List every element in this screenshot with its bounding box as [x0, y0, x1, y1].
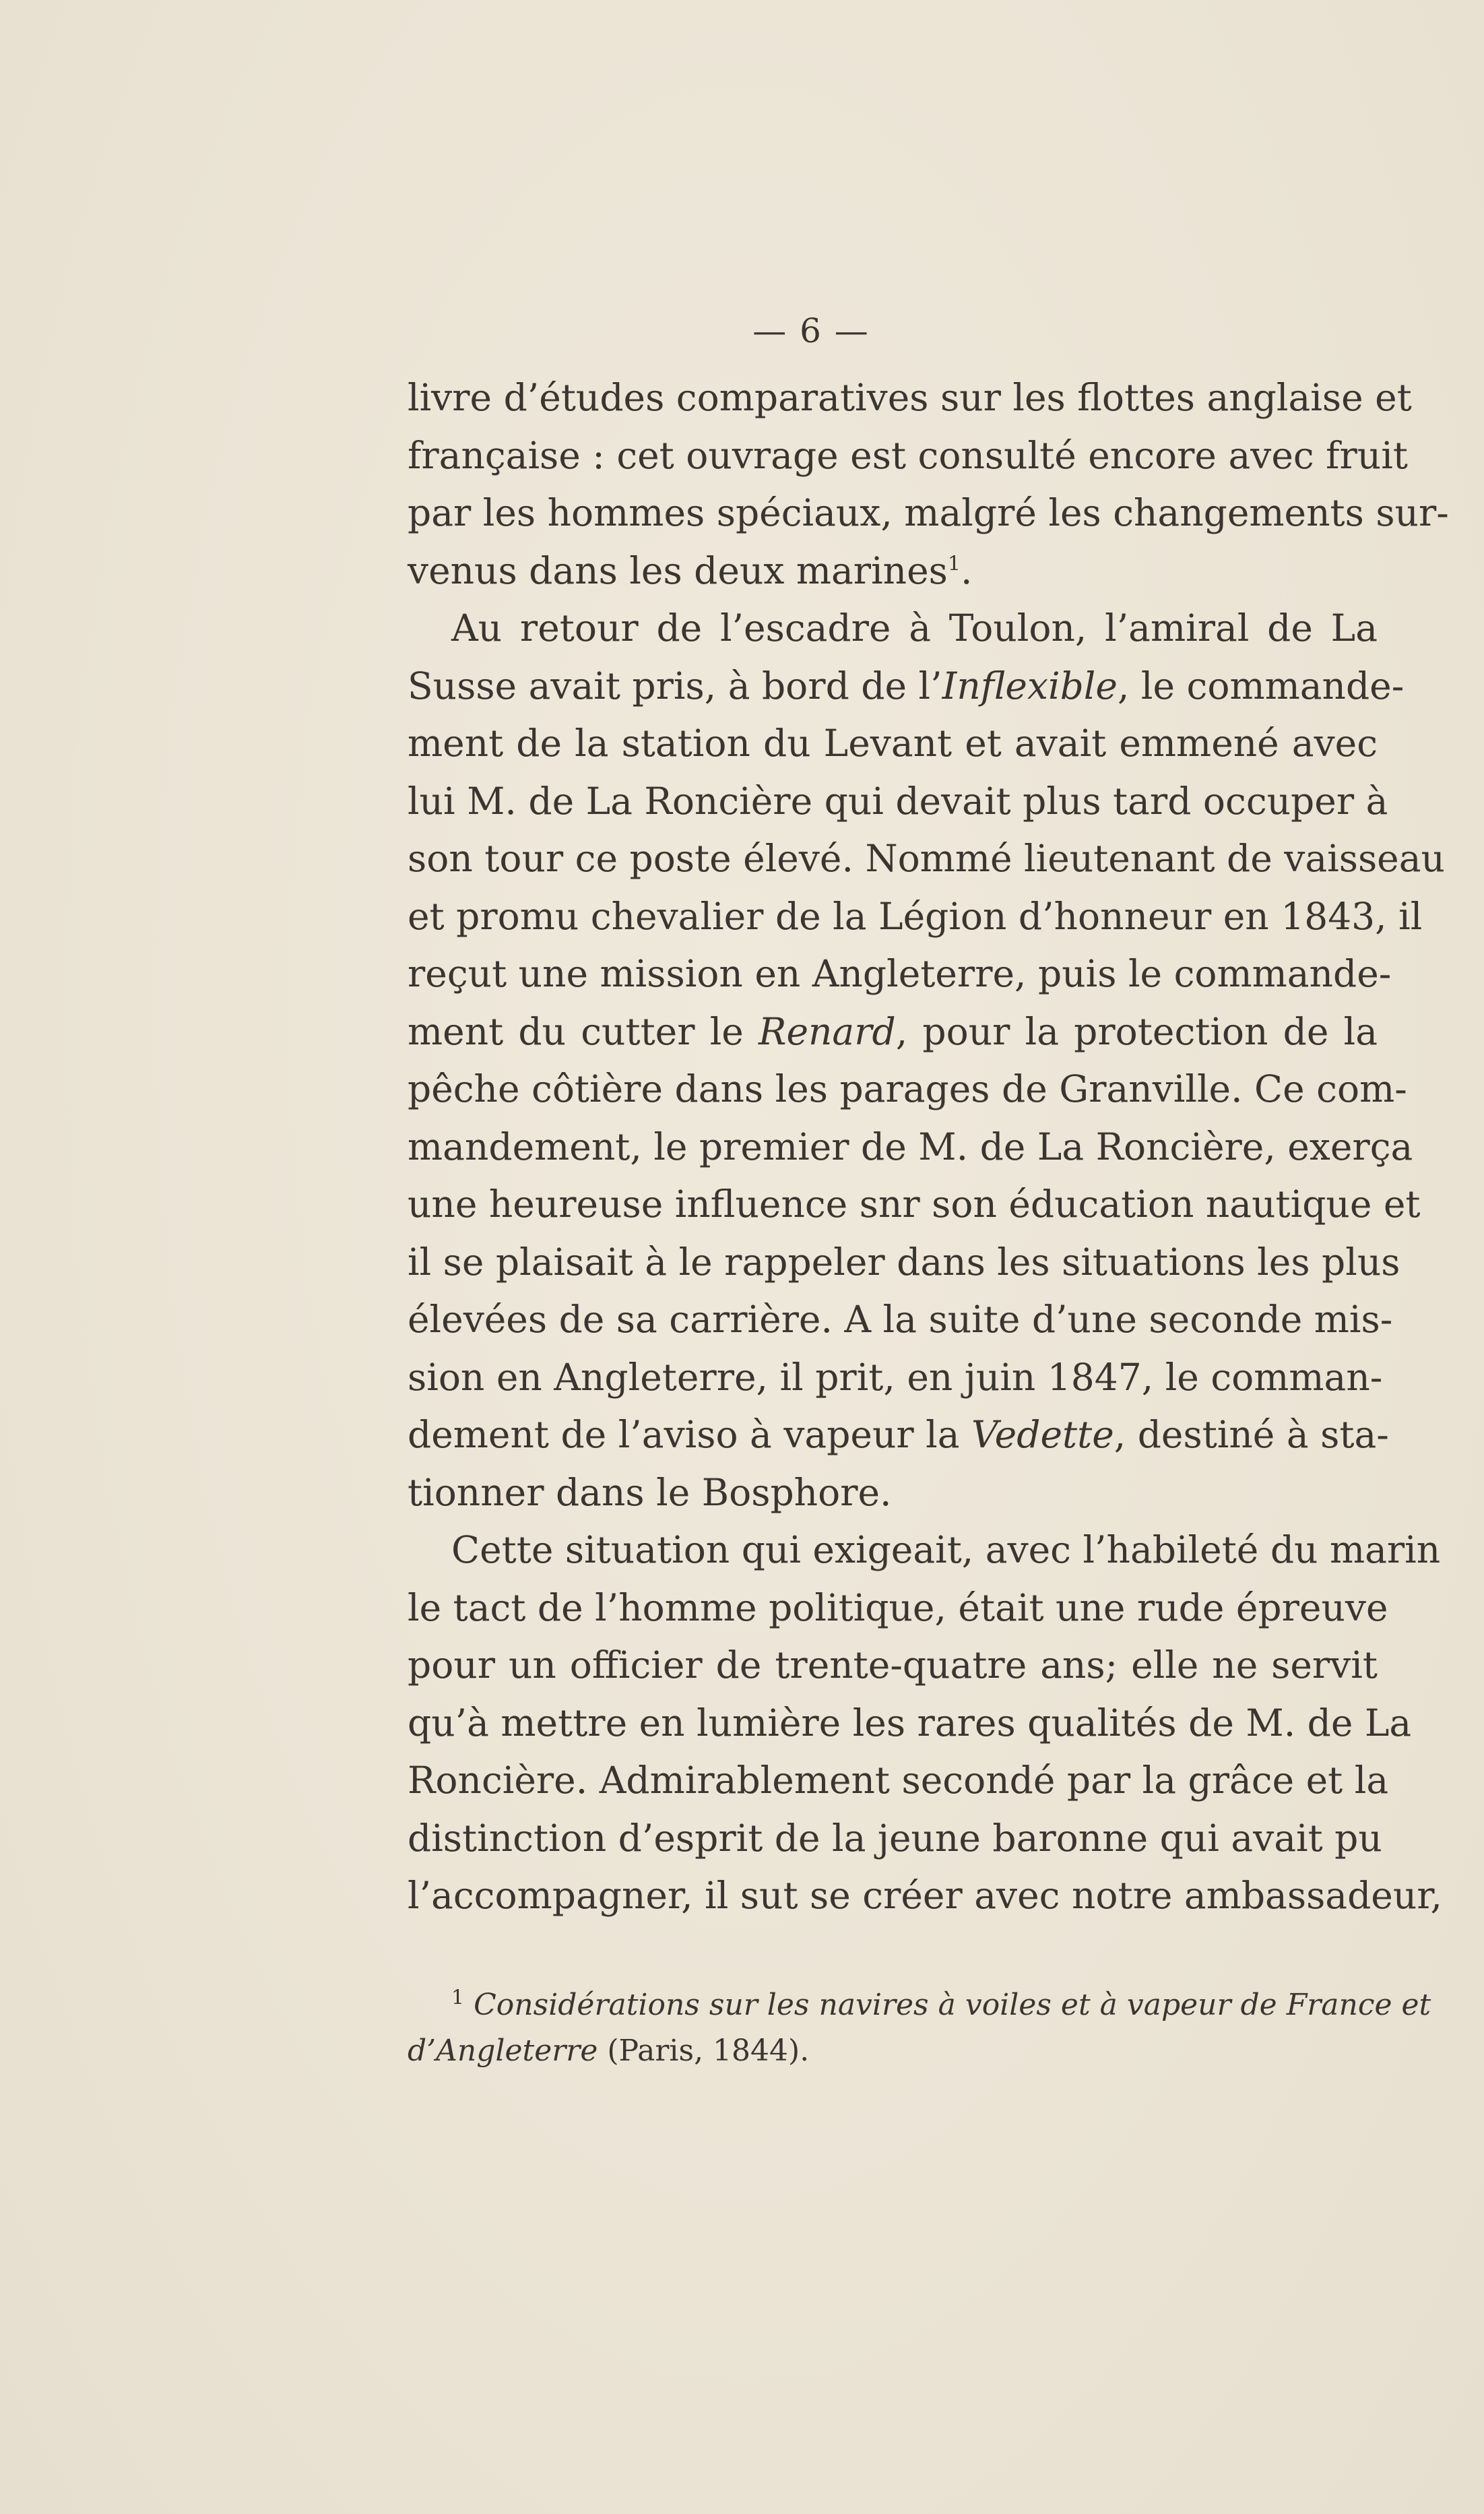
ship-name: Vedette [971, 1413, 1114, 1456]
text-line: distinction d’esprit de la jeune baronne qui avait pu [408, 1816, 1382, 1860]
ship-name: Renard [759, 1009, 896, 1053]
ship-name: Inflexible [942, 664, 1118, 708]
text-line [408, 542, 1378, 600]
text-fragment: , le commande- [1117, 664, 1405, 708]
footnote-tail: (Paris, 1844). [598, 2034, 810, 2068]
text-line: l’accompagner, il sut se créer avec notre ambassadeur, [408, 1874, 1442, 1917]
footnote-line [408, 2028, 1378, 2074]
text-fragment: , destiné à sta- [1114, 1413, 1389, 1456]
footnote-reference: 1 [947, 552, 961, 576]
text-line: tionner dans le Bosphore. [408, 1470, 892, 1514]
text-line: son tour ce poste élevé. Nommé lieutenant de vaisseau [408, 837, 1445, 880]
paragraph-3 [408, 1521, 1442, 1925]
text-line: Roncière. Admirablement secondé par la grâce et la [408, 1759, 1389, 1802]
text-line: ment de la station du Levant et avait emmené avec [408, 722, 1378, 765]
text-line [408, 658, 1405, 716]
text-line: il se plaisait à le rappeler dans les situations les plus [408, 1240, 1400, 1284]
text-fragment: , pour la protection de la [895, 1009, 1378, 1053]
text-line: par les hommes spéciaux, malgré les changements sur- [408, 491, 1449, 534]
footnote-title: d’Angleterre [408, 2034, 598, 2068]
text-line: pêche côtière dans les parages de Granville. Ce com- [408, 1067, 1407, 1110]
text-line: sion en Angleterre, il prit, en juin 1847, le comman- [408, 1355, 1383, 1399]
text-line: et promu chevalier de la Légion d’honneur en 1843, il [408, 894, 1423, 938]
text-line: une heureuse influence snr son éducation nautique et [408, 1183, 1421, 1226]
text-fragment: venus dans les deux marines [408, 548, 948, 592]
text-fragment: ment du cutter le [408, 1009, 759, 1053]
text-fragment: dement de l’aviso à vapeur la [408, 1413, 972, 1456]
text-line: reçut une mission en Angleterre, puis le commande- [408, 952, 1392, 995]
text-line: qu’à mettre en lumière les rares qualités de M. de La [408, 1701, 1412, 1745]
paragraph-1 [408, 369, 1449, 600]
text-line: Cette situation qui exigeait, avec l’habileté du marin [451, 1528, 1441, 1571]
text-line: lui M. de La Roncière qui devait plus tard occuper à [408, 779, 1388, 823]
text-line: élevées de sa carrière. A la suite d’une seconde mis- [408, 1298, 1393, 1341]
footnote [408, 1982, 1431, 2074]
footnote-line [408, 1982, 1431, 2028]
text-line: mandement, le premier de M. de La Roncière, exerça [408, 1125, 1413, 1168]
body-text [408, 369, 1449, 1925]
text-line: pour un officier de trente-quatre ans; elle ne servit [408, 1643, 1378, 1687]
text-line [408, 1406, 1389, 1464]
text-fragment: . [960, 548, 973, 592]
footnote-marker: 1 [451, 1986, 465, 2010]
paragraph-2 [408, 600, 1445, 1521]
text-line: Au retour de l’escadre à Toulon, l’amiral de La [451, 606, 1378, 650]
text-line [408, 1003, 1378, 1061]
text-line: française : cet ouvrage est consulté encore avec fruit [408, 433, 1408, 477]
text-fragment: Susse avait pris, à bord de l’ [408, 664, 942, 708]
page-number: — 6 — [752, 311, 870, 350]
text-line: livre d’études comparatives sur les flottes anglaise et [408, 376, 1412, 419]
text-line: le tact de l’homme politique, était une rude épreuve [408, 1585, 1388, 1629]
footnote-title: Considérations sur les navires à voiles et à vapeur de France et [474, 1988, 1431, 2022]
